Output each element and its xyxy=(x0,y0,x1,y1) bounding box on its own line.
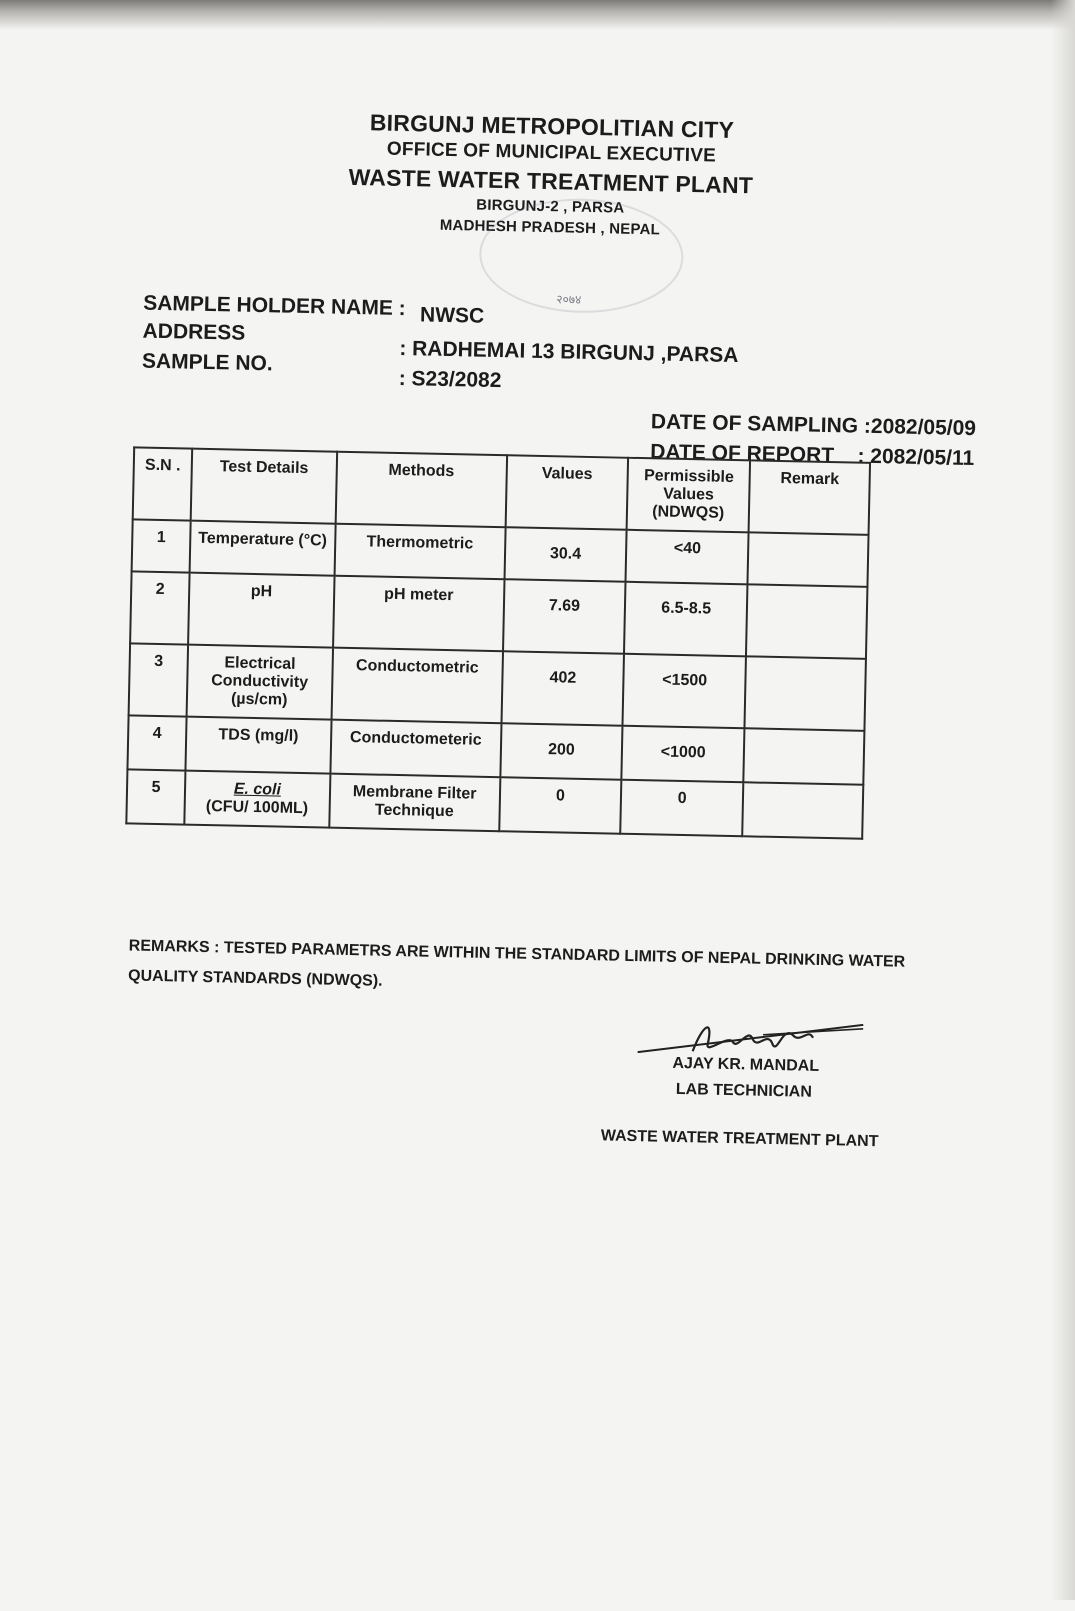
col-permissible: Permissible Values (NDWQS) xyxy=(627,458,750,533)
cell-value: 30.4 xyxy=(504,527,627,582)
cell-value: 200 xyxy=(500,723,623,780)
address-label: ADDRESS xyxy=(142,319,246,345)
address-value: : RADHEMAI 13 BIRGUNJ ,PARSA xyxy=(399,336,739,368)
cell-remark xyxy=(748,532,869,586)
cell-method: Membrane Filter Technique xyxy=(329,774,500,832)
cell-remark xyxy=(746,584,867,658)
cell-test: Temperature (°C) xyxy=(189,521,335,576)
cell-method: Conductometric xyxy=(331,648,502,724)
header-city: BIRGUNJ METROPOLITIAN CITY xyxy=(369,109,735,143)
col-remark: Remark xyxy=(749,460,870,534)
col-methods: Methods xyxy=(335,452,506,528)
cell-permissible: 6.5-8.5 xyxy=(624,582,747,657)
col-sn: S.N . xyxy=(133,447,192,520)
col-test-details: Test Details xyxy=(191,449,337,524)
header-province: MADHESH PRADESH , NEPAL xyxy=(439,216,661,239)
date-of-report: DATE OF REPORT : 2082/05/11 xyxy=(649,440,975,471)
cell-permissible: <40 xyxy=(626,530,749,585)
signatory-role: LAB TECHNICIAN xyxy=(675,1080,813,1101)
cell-sn: 3 xyxy=(129,643,188,716)
cell-test: TDS (mg/l) xyxy=(185,717,331,774)
signature-block xyxy=(600,1011,923,1151)
cell-sn: 4 xyxy=(127,715,186,770)
header-plant: WASTE WATER TREATMENT PLANT xyxy=(348,163,754,199)
signatory-name: AJAY KR. MANDAL xyxy=(672,1054,820,1075)
results-table xyxy=(125,446,871,839)
cell-sn: 2 xyxy=(130,571,189,644)
cell-sn: 5 xyxy=(126,769,185,824)
signatory-organization: WASTE WATER TREATMENT PLANT xyxy=(600,1127,879,1151)
cell-method: Conductometeric xyxy=(330,720,501,778)
cell-method: Thermometric xyxy=(334,524,505,580)
cell-sn: 1 xyxy=(132,519,191,572)
cell-remark xyxy=(744,728,865,784)
header-office: OFFICE OF MUNICIPAL EXECUTIVE xyxy=(386,138,717,167)
holder-value: NWSC xyxy=(419,303,485,328)
ecoli-label: E. coli xyxy=(233,780,282,799)
cell-remark xyxy=(742,782,863,838)
cell-value: 0 xyxy=(499,777,622,834)
cell-permissible: <1000 xyxy=(622,726,745,783)
sample-label: SAMPLE NO. xyxy=(141,349,273,376)
cell-value: 402 xyxy=(501,651,624,726)
cell-value: 7.69 xyxy=(503,579,626,654)
cell-method: pH meter xyxy=(333,576,504,652)
stamp-year: २०७४ xyxy=(556,292,582,307)
date-of-sampling: DATE OF SAMPLING :2082/05/09 xyxy=(650,410,977,441)
cell-test: pH xyxy=(188,573,334,648)
sample-value: : S23/2082 xyxy=(398,366,502,393)
ecoli-unit: (CFU/ 100ML) xyxy=(205,798,309,818)
remarks-text: REMARKS : TESTED PARAMETRS ARE WITHIN THE STANDARD LIMITS OF NEPAL DRINKING WATER QUALITY STANDARDS (NDWQS). xyxy=(127,937,906,990)
cell-remark xyxy=(745,656,866,730)
header-ward: BIRGUNJ-2 , PARSA xyxy=(476,196,625,217)
cell-test xyxy=(184,771,330,828)
holder-label: SAMPLE HOLDER NAME : xyxy=(142,291,406,321)
cell-permissible: <1500 xyxy=(623,654,746,729)
cell-test: Electrical Conductivity (µs/cm) xyxy=(186,645,332,720)
col-values: Values xyxy=(505,455,628,530)
cell-permissible: 0 xyxy=(621,780,744,837)
